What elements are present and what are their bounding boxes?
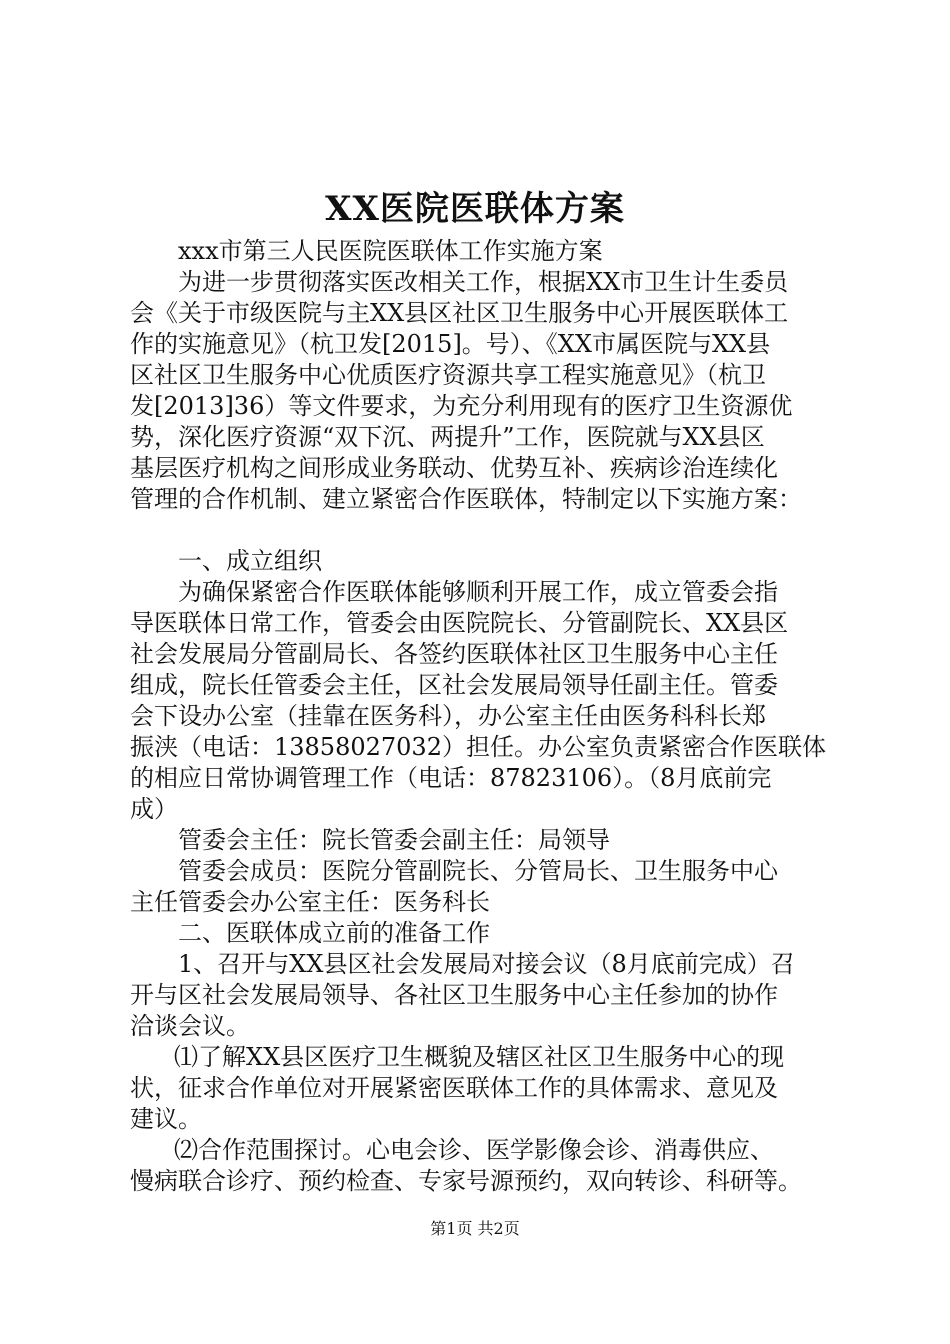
paragraph-line: 为确保紧密合作医联体能够顺利开展工作，成立管委会指 xyxy=(178,578,778,606)
list-item-line: ⑴了解XX县区医疗卫生概貌及辖区社区卫生服务中心的现 xyxy=(174,1043,785,1071)
paragraph-line: 会下设办公室（挂靠在医务科），办公室主任由医务科科长郑 xyxy=(130,702,766,730)
paragraph-line: 作的实施意见》（杭卫发[2015]。号）、《XX市属医院与XX县 xyxy=(130,330,771,358)
paragraph-line: 建议。 xyxy=(130,1105,202,1133)
list-item-line: ⑵合作范围探讨。心电会诊、医学影像会诊、消毒供应、 xyxy=(174,1136,774,1164)
paragraph-line: 1、召开与XX县区社会发展局对接会议（8月底前完成）召 xyxy=(178,950,795,978)
paragraph-line: 发[2013]36）等文件要求，为充分利用现有的医疗卫生资源优 xyxy=(130,392,793,420)
paragraph-line: 会《关于市级医院与主XX县区社区卫生服务中心开展医联体工 xyxy=(130,299,789,327)
document-body xyxy=(130,236,850,1197)
paragraph-line: 的相应日常协调管理工作（电话：87823106）。（8月底前完 xyxy=(130,764,772,792)
paragraph-line: 开与区社会发展局领导、各社区卫生服务中心主任参加的协作 xyxy=(130,981,778,1009)
paragraph-line: 洽谈会议。 xyxy=(130,1012,250,1040)
subtitle-line: xxx市第三人民医院医联体工作实施方案 xyxy=(178,237,603,265)
paragraph-line: 慢病联合诊疗、预约检查、专家号源预约，双向转诊、科研等。 xyxy=(130,1167,802,1195)
page-footer: 第1页 共2页 xyxy=(430,1219,520,1238)
paragraph-line: 导医联体日常工作，管委会由医院院长、分管副院长、XX县区 xyxy=(130,609,789,637)
paragraph-line: 状，征求合作单位对开展紧密医联体工作的具体需求、意见及 xyxy=(130,1074,778,1102)
paragraph-line: 管委会成员：医院分管副院长、分管局长、卫生服务中心 xyxy=(178,857,778,885)
document-title: XX医院医联体方案 xyxy=(325,189,625,229)
section-heading: 一、成立组织 xyxy=(178,547,322,575)
paragraph-line: 社会发展局分管副局长、各签约医联体社区卫生服务中心主任 xyxy=(130,640,778,668)
section-heading: 二、医联体成立前的准备工作 xyxy=(178,919,490,947)
paragraph-line: 组成，院长任管委会主任，区社会发展局领导任副主任。管委 xyxy=(130,671,778,699)
paragraph-line: 主任管委会办公室主任：医务科长 xyxy=(130,888,490,916)
paragraph-line: 基层医疗机构之间形成业务联动、优势互补、疾病诊治连续化 xyxy=(130,454,778,482)
paragraph-line: 振浃（电话：13858027032）担任。办公室负责紧密合作医联体 xyxy=(130,733,826,761)
paragraph-line: 为进一步贯彻落实医改相关工作，根据XX市卫生计生委员 xyxy=(178,268,789,296)
paragraph-line: 成） xyxy=(130,795,178,823)
paragraph-line: 管委会主任：院长管委会副主任：局领导 xyxy=(178,826,610,854)
paragraph-line: 区社区卫生服务中心优质医疗资源共享工程实施意见》（杭卫 xyxy=(130,361,766,389)
paragraph-line: 势，深化医疗资源“双下沉、两提升”工作，医院就与XX县区 xyxy=(130,423,765,451)
blank-line xyxy=(130,515,850,546)
paragraph-line: 管理的合作机制、建立紧密合作医联体，特制定以下实施方案： xyxy=(130,485,802,513)
